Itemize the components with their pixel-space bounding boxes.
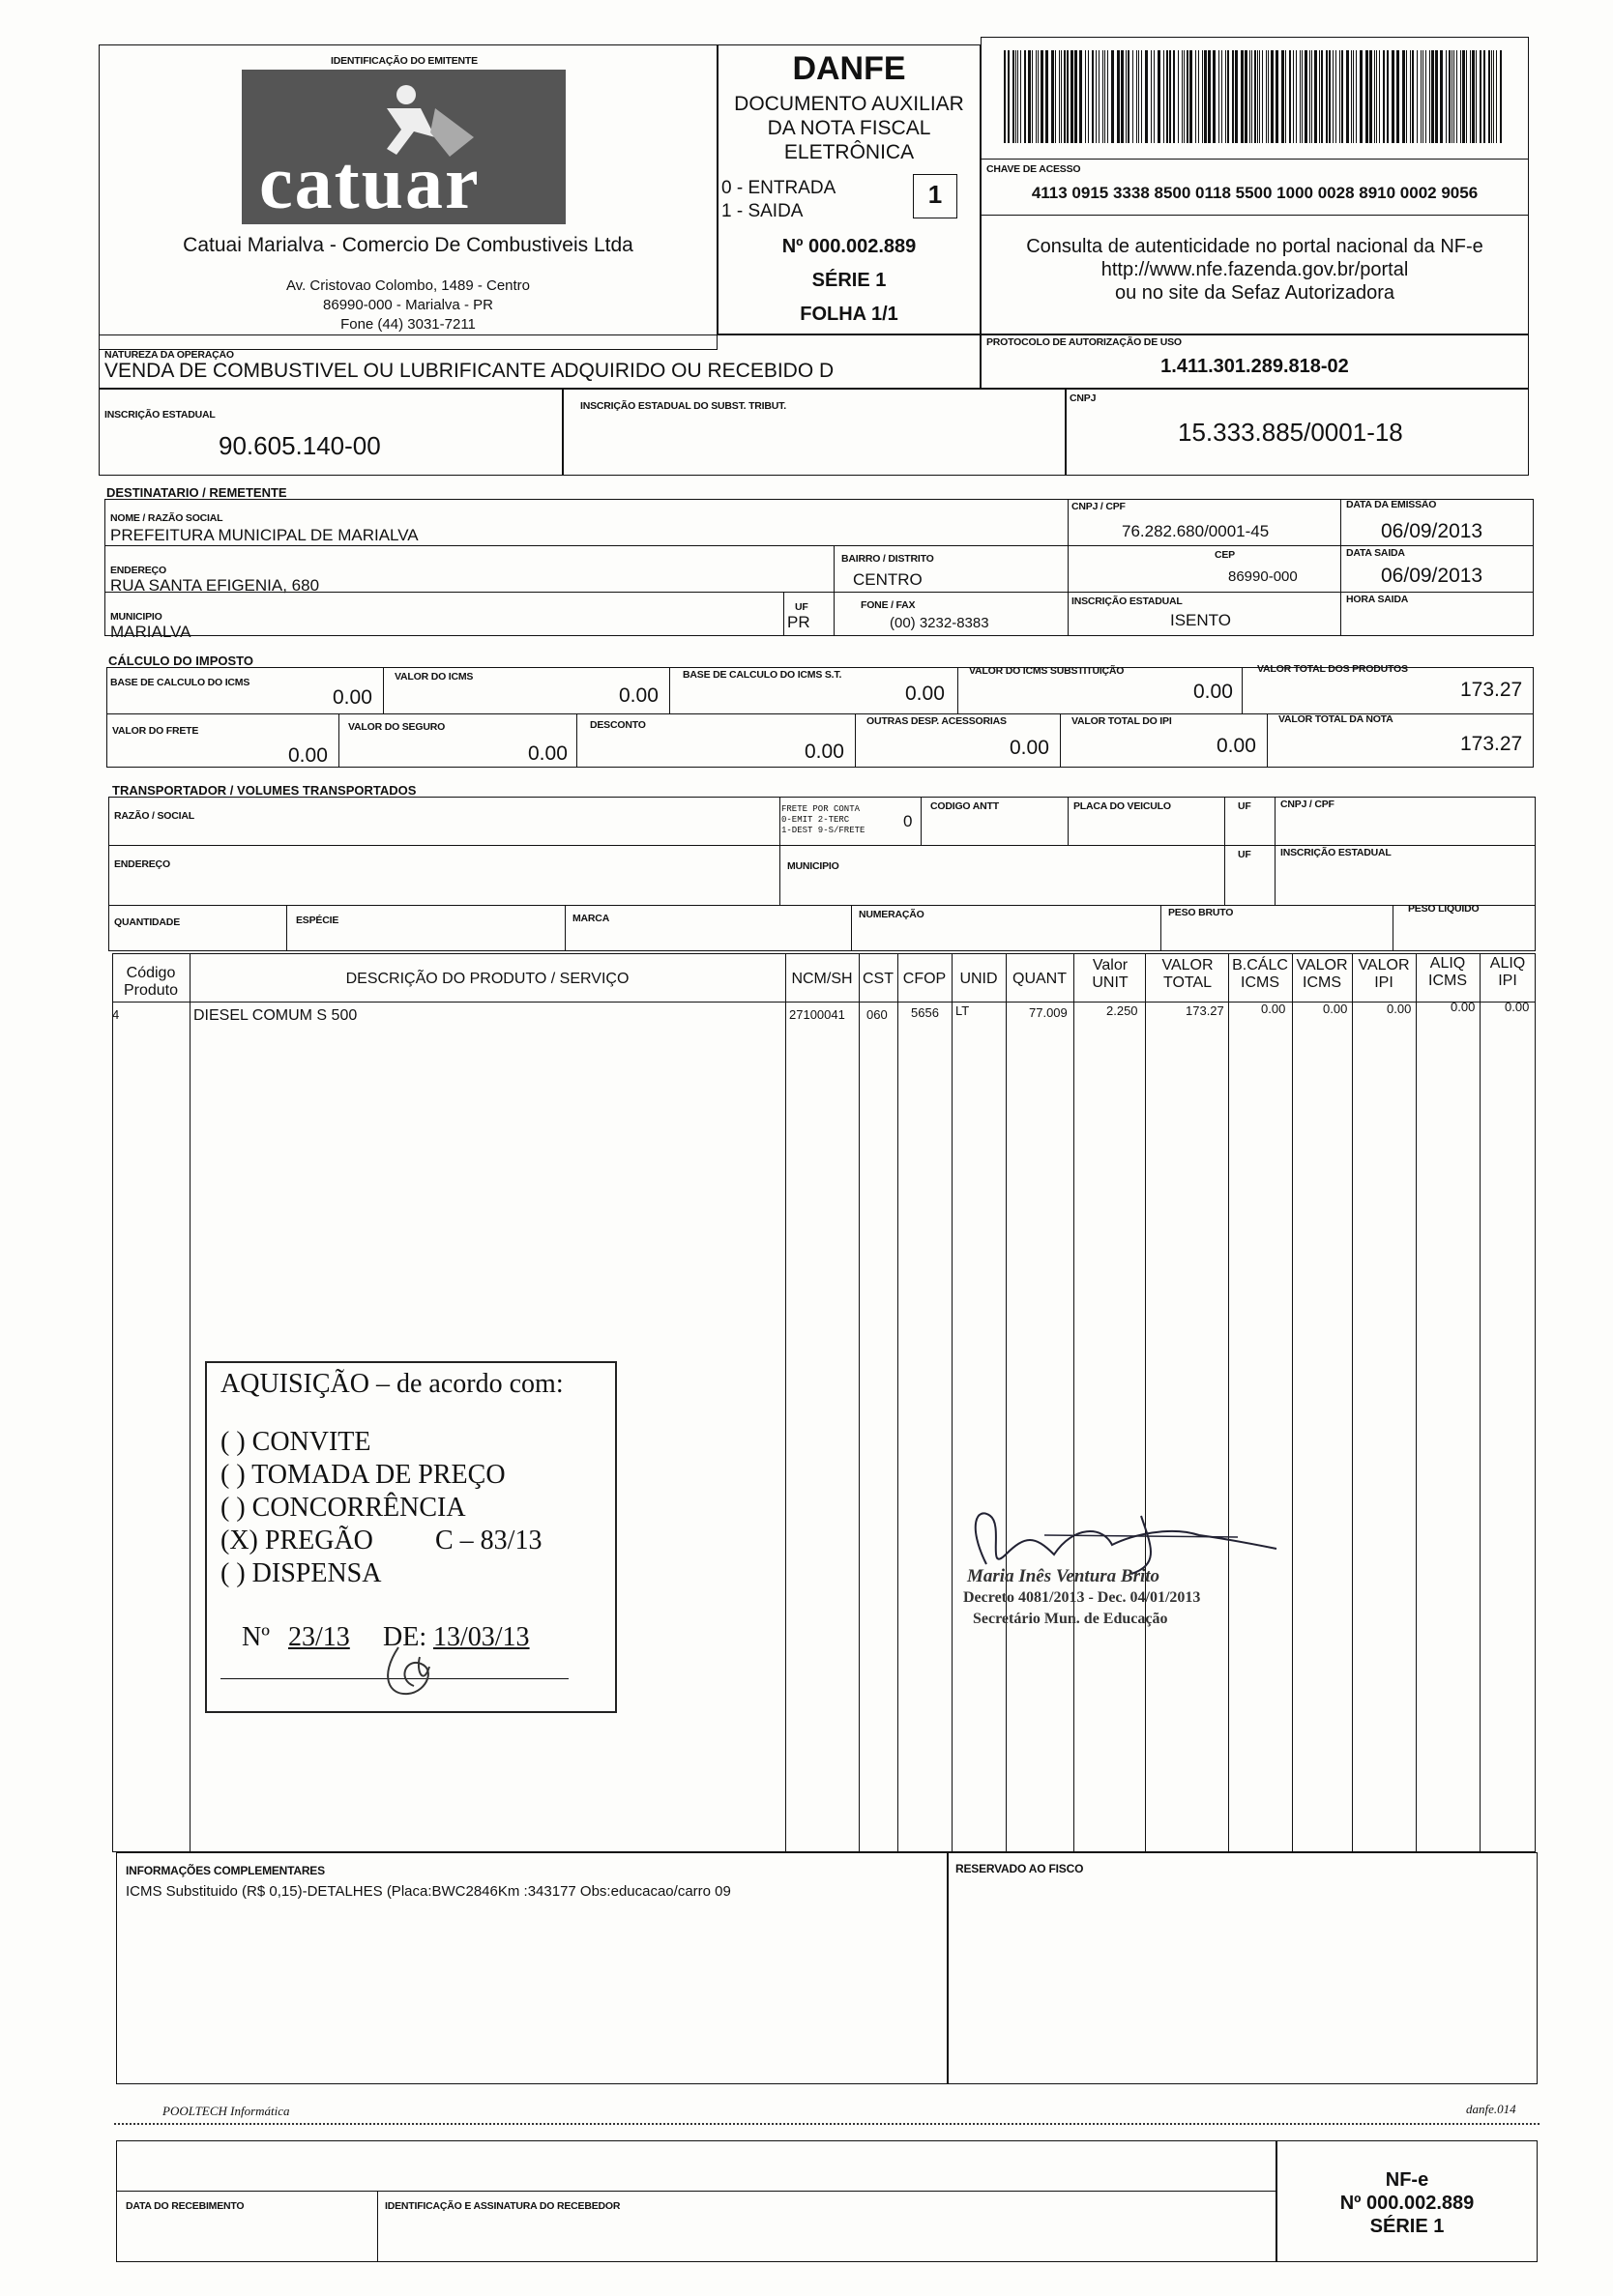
barcode-bar: [1059, 50, 1060, 143]
barcode-bar: [1500, 50, 1502, 143]
emitente-endereco: Av. Cristovao Colombo, 1489 - Centro: [285, 277, 531, 294]
barcode-bar: [1020, 50, 1021, 143]
form-code: danfe.014: [1466, 2102, 1516, 2116]
row-valor-ipi: 0.00: [1387, 1002, 1412, 1016]
peso-bruto-label: PESO BRUTO: [1168, 907, 1234, 918]
cep-label: CEP: [1215, 549, 1235, 561]
stamp-de-label: DE:: [383, 1622, 427, 1652]
barcode-bar: [1232, 50, 1234, 143]
protocolo-label: PROTOCOLO DE AUTORIZAÇÃO DE USO: [986, 336, 1182, 348]
barcode-bar: [1169, 50, 1171, 143]
emissao-label: DATA DA EMISSÃO: [1346, 499, 1437, 510]
barcode-bar: [1341, 50, 1343, 143]
barcode-bar: [1387, 50, 1389, 143]
barcode-bar: [1271, 50, 1274, 143]
barcode-bar: [1251, 50, 1252, 143]
emitente-section-label: IDENTIFICAÇÃO DO EMITENTE: [331, 55, 478, 67]
transp-uf-label: UF: [1238, 800, 1251, 812]
barcode-bar: [1128, 50, 1129, 143]
barcode-bar: [1421, 50, 1422, 143]
barcode-bar: [1466, 50, 1467, 143]
total-produtos-label: VALOR TOTAL DOS PRODUTOS: [1257, 663, 1408, 675]
barcode-bar: [1281, 50, 1284, 143]
stamp-opt-convite: ( ) CONVITE: [220, 1427, 371, 1457]
valor-icms-label: VALOR DO ICMS: [395, 671, 474, 683]
barcode-bar: [1104, 50, 1105, 143]
barcode-bar: [1305, 50, 1307, 143]
stamp-opt-dispensa: ( ) DISPENSA: [220, 1558, 382, 1588]
barcode-bar: [1491, 50, 1492, 143]
stamp-title: AQUISIÇÃO – de acordo com:: [220, 1369, 564, 1399]
col-quant: QUANT: [1012, 971, 1067, 987]
signature-role: Secretário Mun. de Educação: [973, 1611, 1168, 1627]
barcode-bar: [1245, 50, 1247, 143]
endereco-label: ENDEREÇO: [110, 565, 166, 576]
barcode-bar: [1268, 50, 1269, 143]
row-descricao: DIESEL COMUM S 500: [193, 1007, 358, 1024]
barcode-bar: [1198, 50, 1199, 143]
barcode-bar: [1309, 50, 1310, 143]
danfe-subtitle-1: DOCUMENTO AUXILIAR: [734, 93, 964, 115]
chave-label: CHAVE DE ACESSO: [986, 163, 1081, 175]
nf-numero: Nº 000.002.889: [781, 236, 917, 257]
barcode-bar: [1067, 50, 1069, 143]
ipi-value: 0.00: [1217, 735, 1256, 757]
row-aliq-icms: 0.00: [1451, 1000, 1476, 1014]
peso-liquido-label: PESO LIQUIDO: [1408, 903, 1480, 915]
col-cfop: CFOP: [902, 971, 947, 987]
destinatario-uf: PR: [787, 613, 810, 631]
barcode-bar: [1028, 50, 1031, 143]
barcode-bar: [1319, 50, 1320, 143]
logo-text: catuar: [259, 140, 481, 224]
barcode-bar: [1376, 50, 1377, 143]
barcode-bar: [1460, 50, 1461, 143]
frete-value: 0.00: [288, 744, 328, 767]
base-icms-value: 0.00: [333, 686, 372, 709]
destinatario-fone: (00) 3232-8383: [890, 615, 989, 631]
frete-conta-line-1: FRETE POR CONTA: [781, 804, 861, 814]
barcode-bar: [1396, 50, 1399, 143]
dest-ie-label: INSCRIÇÃO ESTADUAL: [1071, 596, 1183, 607]
frete-conta-line-2: 0-EMIT 2-TERC: [781, 815, 850, 825]
barcode-bar: [1293, 50, 1294, 143]
stamp-numero-label: Nº: [242, 1622, 270, 1652]
base-icms-label: BASE DE CALCULO DO ICMS: [110, 677, 250, 688]
consulta-line-2: http://www.nfe.fazenda.gov.br/portal: [1100, 259, 1409, 280]
barcode-bar: [1410, 50, 1411, 143]
col-codigo: Código Produto: [123, 965, 179, 999]
nome-label: NOME / RAZÃO SOCIAL: [110, 512, 223, 524]
barcode-bar: [1276, 50, 1278, 143]
ie-value: 90.605.140-00: [219, 431, 381, 460]
barcode-bar: [1392, 50, 1394, 143]
stamp-opt-concorrencia: ( ) CONCORRÊNCIA: [220, 1493, 466, 1523]
barcode-bar: [1136, 50, 1137, 143]
barcode-bar: [1166, 50, 1168, 143]
barcode-bar: [1099, 50, 1100, 143]
saida-label: DATA SAIDA: [1346, 547, 1405, 559]
ie-label: INSCRIÇÃO ESTADUAL: [104, 409, 216, 421]
natureza-value: VENDA DE COMBUSTIVEL OU LUBRIFICANTE ADQUIRIDO OU RECEBIDO D: [104, 360, 835, 382]
data-recebimento-label: DATA DO RECEBIMENTO: [126, 2200, 245, 2212]
aquisicao-stamp: [205, 1361, 617, 1713]
barcode-bar: [1351, 50, 1352, 143]
cnpj-emitente-label: CNPJ: [1070, 392, 1097, 404]
frete-conta-value: 0: [903, 812, 913, 830]
barcode-bar: [1422, 50, 1423, 143]
tipo-value: 1: [927, 180, 943, 209]
barcode-bar: [1017, 50, 1018, 143]
company-logo: [242, 70, 566, 224]
frete-label: VALOR DO FRETE: [112, 725, 199, 737]
stamp-initials-signature: [369, 1638, 456, 1705]
barcode-bar: [1257, 50, 1258, 143]
col-bcalc-icms: B.CÁLC ICMS: [1232, 957, 1288, 991]
barcode: [1004, 50, 1507, 143]
stamp-numero-value: 23/13: [288, 1622, 350, 1652]
transp-municipio-label: MUNICIPIO: [787, 860, 839, 872]
barcode-bar: [1462, 50, 1465, 143]
stamp-data-value: 13/03/13: [433, 1622, 530, 1652]
barcode-bar: [1289, 50, 1291, 143]
barcode-bar: [1187, 50, 1188, 143]
barcode-bar: [1195, 50, 1196, 143]
col-unid: UNID: [959, 971, 998, 987]
stamp-opt-pregao: (X) PREGÃO: [220, 1526, 373, 1555]
col-ncm: NCM/SH: [791, 971, 853, 987]
canhoto-box: [116, 2140, 1276, 2262]
col-valor-icms: VALOR ICMS: [1296, 957, 1348, 991]
info-label: INFORMAÇÕES COMPLEMENTARES: [126, 1864, 325, 1877]
stamp-opt-tomada: ( ) TOMADA DE PREÇO: [220, 1460, 506, 1490]
consulta-line-1: Consulta de autenticidade no portal nacional da NF-e: [1026, 236, 1483, 257]
col-valor-total: VALOR TOTAL: [1161, 957, 1214, 991]
nf-folha: FOLHA 1/1: [800, 304, 898, 325]
barcode-bar: [1266, 50, 1267, 143]
barcode-bar: [1173, 50, 1175, 143]
outras-value: 0.00: [1010, 737, 1049, 759]
barcode-bar: [1339, 50, 1340, 143]
total-nota-value: 173.27: [1460, 733, 1523, 755]
barcode-bar: [1259, 50, 1260, 143]
ipi-label: VALOR TOTAL DO IPI: [1071, 715, 1172, 727]
danfe-title: DANFE: [792, 50, 906, 87]
row-cst: 060: [866, 1007, 888, 1022]
barcode-bar: [1184, 50, 1185, 143]
barcode-bar: [1369, 50, 1372, 143]
barcode-bar: [1024, 50, 1026, 143]
barcode-bar: [1178, 50, 1179, 143]
barcode-bar: [1061, 50, 1062, 143]
barcode-bar: [1189, 50, 1192, 143]
destinatario-section: DESTINATARIO / REMETENTE: [106, 485, 287, 500]
barcode-bar: [1356, 50, 1357, 143]
barcode-bar: [1241, 50, 1244, 143]
base-st-label: BASE DE CALCULO DO ICMS S.T.: [683, 669, 842, 681]
barcode-bar: [1079, 50, 1082, 143]
col-valor-unit: Valor UNIT: [1092, 957, 1129, 991]
chave-value: 4113 0915 3338 8500 0118 5500 1000 0028 8910 0002 9056: [1031, 184, 1479, 202]
barcode-bar: [1074, 50, 1077, 143]
hora-saida-label: HORA SAIDA: [1346, 594, 1409, 605]
municipio-label: MUNICIPIO: [110, 611, 162, 623]
barcode-bar: [1353, 50, 1354, 143]
barcode-bar: [1096, 50, 1097, 143]
barcode-bar: [1314, 50, 1317, 143]
desconto-label: DESCONTO: [590, 719, 646, 731]
row-quant: 77.009: [1029, 1005, 1068, 1020]
barcode-bar: [1254, 50, 1256, 143]
barcode-bar: [1208, 50, 1211, 143]
transp-ie-label: INSCRIÇÃO ESTADUAL: [1280, 847, 1392, 858]
barcode-bar: [1151, 50, 1152, 143]
base-st-value: 0.00: [905, 683, 945, 705]
especie-label: ESPÉCIE: [296, 915, 339, 926]
transportador-section: TRANSPORTADOR / VOLUMES TRANSPORTADOS: [112, 783, 417, 798]
barcode-bar: [1285, 50, 1286, 143]
destinatario-endereco: RUA SANTA EFIGENIA, 680: [110, 576, 320, 595]
barcode-bar: [1204, 50, 1207, 143]
barcode-bar: [1483, 50, 1485, 143]
seguro-value: 0.00: [528, 742, 568, 765]
barcode-bar: [1431, 50, 1434, 143]
barcode-bar: [1379, 50, 1380, 143]
barcode-bar: [1132, 50, 1133, 143]
destinatario-cnpj: 76.282.680/0001-45: [1122, 522, 1270, 540]
row-valor-total: 173.27: [1186, 1003, 1224, 1018]
barcode-bar: [1480, 50, 1481, 143]
data-emissao: 06/09/2013: [1381, 520, 1483, 542]
row-aliq-ipi: 0.00: [1505, 1000, 1530, 1014]
valor-st-label: VALOR DO ICMS SUBSTITUIÇÃO: [969, 665, 1125, 677]
fone-label: FONE / FAX: [861, 599, 916, 611]
cut-line: [114, 2123, 1540, 2125]
col-aliq-ipi: ALIQ IPI: [1489, 955, 1526, 989]
row-ncm: 27100041: [789, 1007, 845, 1022]
barcode-bar: [1213, 50, 1216, 143]
barcode-bar: [1218, 50, 1219, 143]
barcode-bar: [1004, 50, 1006, 143]
barcode-bar: [1111, 50, 1114, 143]
barcode-bar: [1346, 50, 1349, 143]
seguro-label: VALOR DO SEGURO: [348, 721, 446, 733]
saida-label: 1 - SAIDA: [721, 201, 804, 221]
barcode-bar: [1429, 50, 1430, 143]
barcode-bar: [1117, 50, 1120, 143]
barcode-bar: [1045, 50, 1048, 143]
col-valor-ipi: VALOR IPI: [1358, 957, 1410, 991]
barcode-bar: [1221, 50, 1222, 143]
desconto-value: 0.00: [805, 741, 844, 763]
fisco-label: RESERVADO AO FISCO: [955, 1862, 1084, 1875]
barcode-bar: [1015, 50, 1016, 143]
barcode-bar: [1435, 50, 1438, 143]
barcode-bar: [1154, 50, 1155, 143]
col-aliq-icms: ALIQ ICMS: [1428, 955, 1467, 989]
data-saida: 06/09/2013: [1381, 565, 1483, 587]
barcode-bar: [1038, 50, 1039, 143]
cnpj-label: CNPJ / CPF: [1071, 501, 1126, 512]
barcode-bar: [1402, 50, 1405, 143]
canhoto-serie: SÉRIE 1: [1369, 2216, 1445, 2237]
assinatura-recebedor-label: IDENTIFICAÇÃO E ASSINATURA DO RECEBEDOR: [385, 2200, 621, 2212]
transp-uf2-label: UF: [1238, 849, 1251, 860]
barcode-bar: [1070, 50, 1073, 143]
antt-label: CODIGO ANTT: [930, 800, 999, 812]
barcode-bar: [1107, 50, 1108, 143]
emitente-razao-social: Catuai Marialva - Comercio De Combustiveis Ltda: [183, 234, 633, 256]
marca-label: MARCA: [572, 913, 610, 924]
barcode-bar: [1041, 50, 1043, 143]
natureza-label: NATUREZA DA OPERAÇÃO: [104, 349, 234, 361]
destinatario-box: [104, 499, 1534, 636]
barcode-bar: [1383, 50, 1385, 143]
info-text: ICMS Substituido (R$ 0,15)-DETALHES (Placa:BWC2846Km :343177 Obs:educacao/carro 09: [126, 1883, 731, 1900]
entrada-label: 0 - ENTRADA: [721, 178, 836, 198]
barcode-bar: [1449, 50, 1451, 143]
fisco-box: [948, 1852, 1538, 2084]
barcode-bar: [1496, 50, 1497, 143]
valor-st-value: 0.00: [1193, 681, 1233, 703]
quantidade-label: QUANTIDADE: [114, 916, 180, 928]
destinatario-bairro: CENTRO: [853, 570, 923, 589]
destinatario-cep: 86990-000: [1228, 568, 1298, 585]
barcode-bar: [1051, 50, 1054, 143]
barcode-bar: [1406, 50, 1407, 143]
uf-label: UF: [795, 601, 808, 613]
barcode-bar: [1088, 50, 1089, 143]
software-credit: POOLTECH Informática: [162, 2104, 290, 2118]
cnpj-emitente-value: 15.333.885/0001-18: [1178, 418, 1403, 447]
barcode-bar: [1425, 50, 1426, 143]
bairro-label: BAIRRO / DISTRITO: [841, 553, 934, 565]
barcode-bar: [1333, 50, 1334, 143]
emitente-fone: Fone (44) 3031-7211: [340, 316, 476, 333]
barcode-bar: [1126, 50, 1127, 143]
barcode-bar: [1163, 50, 1164, 143]
barcode-bar: [1326, 50, 1328, 143]
barcode-bar: [1300, 50, 1301, 143]
transp-endereco-label: ENDEREÇO: [114, 858, 170, 870]
consulta-line-3: ou no site da Sefaz Autorizadora: [1114, 282, 1395, 304]
barcode-bar: [1335, 50, 1336, 143]
barcode-bar: [1262, 50, 1263, 143]
barcode-bar: [1085, 50, 1086, 143]
barcode-bar: [1311, 50, 1312, 143]
barcode-bar: [1365, 50, 1368, 143]
barcode-bar: [1055, 50, 1056, 143]
barcode-bar: [1493, 50, 1494, 143]
row-unid: LT: [955, 1003, 970, 1018]
placa-label: PLACA DO VEICULO: [1073, 800, 1171, 812]
barcode-bar: [1121, 50, 1124, 143]
destinatario-municipio: MARIALVA: [110, 623, 191, 641]
barcode-bar: [1476, 50, 1477, 143]
col-cst: CST: [863, 971, 894, 987]
barcode-bar: [1456, 50, 1457, 143]
numeracao-label: NUMERAÇÃO: [859, 909, 924, 920]
row-cfop: 5656: [911, 1005, 939, 1020]
barcode-bar: [1302, 50, 1303, 143]
barcode-bar: [1202, 50, 1203, 143]
row-bcalc-icms: 0.00: [1261, 1002, 1286, 1016]
barcode-bar: [1412, 50, 1414, 143]
outras-label: OUTRAS DESP. ACESSORIAS: [866, 715, 1007, 727]
stamp-pregao-code: C – 83/13: [435, 1526, 543, 1555]
barcode-bar: [1138, 50, 1139, 143]
barcode-bar: [1141, 50, 1142, 143]
row-codigo: 4: [112, 1007, 120, 1022]
transp-cnpj-label: CNPJ / CPF: [1280, 799, 1334, 810]
destinatario-nome: PREFEITURA MUNICIPAL DE MARIALVA: [110, 526, 419, 544]
valor-icms-value: 0.00: [619, 684, 659, 707]
barcode-bar: [1470, 50, 1471, 143]
canhoto-numero: Nº 000.002.889: [1339, 2193, 1475, 2214]
nf-serie: SÉRIE 1: [811, 270, 887, 291]
barcode-bar: [1329, 50, 1331, 143]
barcode-bar: [1092, 50, 1094, 143]
barcode-bar: [1296, 50, 1297, 143]
transp-razao-label: RAZÃO / SOCIAL: [114, 810, 194, 822]
row-valor-unit: 2.250: [1106, 1003, 1138, 1018]
barcode-bar: [1036, 50, 1037, 143]
barcode-bar: [1446, 50, 1447, 143]
frete-conta-line-3: 1-DEST 9-S/FRETE: [781, 826, 865, 835]
row-valor-icms: 0.00: [1323, 1002, 1348, 1016]
signature-name: Maria Inês Ventura Brito: [967, 1566, 1160, 1586]
total-produtos-value: 173.27: [1460, 679, 1523, 701]
imposto-section: CÁLCULO DO IMPOSTO: [108, 654, 253, 668]
ie-st-label: INSCRIÇÃO ESTADUAL DO SUBST. TRIBUT.: [580, 400, 786, 412]
barcode-bar: [1374, 50, 1375, 143]
barcode-bar: [1249, 50, 1250, 143]
barcode-bar: [1102, 50, 1103, 143]
barcode-bar: [1008, 50, 1010, 143]
barcode-bar: [1417, 50, 1418, 143]
emitente-cep: 86990-000 - Marialva - PR: [323, 297, 493, 313]
barcode-bar: [1472, 50, 1475, 143]
col-descricao: DESCRIÇÃO DO PRODUTO / SERVIÇO: [345, 971, 630, 987]
barcode-bar: [1227, 50, 1229, 143]
barcode-bar: [1225, 50, 1226, 143]
barcode-bar: [1012, 50, 1014, 143]
canhoto-nfe: NF-e: [1385, 2169, 1429, 2191]
barcode-bar: [1360, 50, 1363, 143]
total-nota-label: VALOR TOTAL DA NOTA: [1278, 713, 1393, 725]
barcode-bar: [1235, 50, 1238, 143]
barcode-bar: [1158, 50, 1160, 143]
barcode-bar: [1488, 50, 1490, 143]
protocolo-value: 1.411.301.289.818-02: [1160, 356, 1349, 377]
barcode-bar: [1182, 50, 1183, 143]
barcode-bar: [1440, 50, 1443, 143]
signature-decree: Decreto 4081/2013 - Dec. 04/01/2013: [963, 1589, 1201, 1606]
barcode-bar: [1453, 50, 1454, 143]
danfe-subtitle-2: DA NOTA FISCAL: [767, 117, 931, 139]
barcode-bar: [1145, 50, 1148, 143]
barcode-bar: [1032, 50, 1033, 143]
danfe-subtitle-3: ELETRÔNICA: [783, 141, 915, 163]
barcode-bar: [1064, 50, 1066, 143]
destinatario-ie: ISENTO: [1170, 611, 1231, 629]
barcode-bar: [1321, 50, 1323, 143]
